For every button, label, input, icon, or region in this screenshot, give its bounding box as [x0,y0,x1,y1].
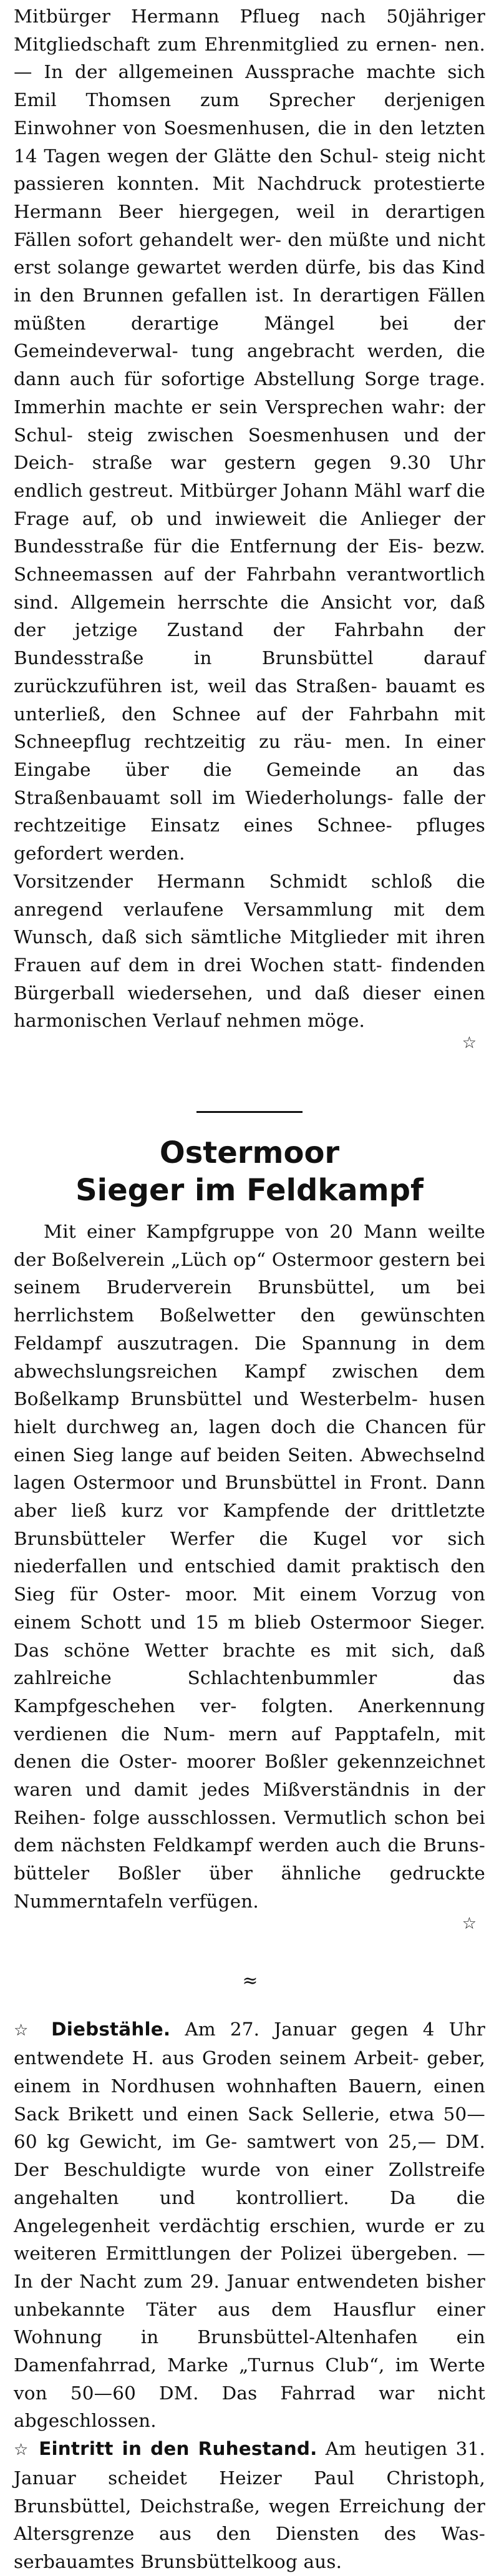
text-line: verantwortlich sind. Allgemein herrschte die [14,564,485,613]
text-line: Fahrbahn mit Schneepflug rechtzeitig zu räu- [14,703,485,753]
text-line: nen. — In der allgemeinen Aussprache machte [14,33,485,83]
star-marker-icon: ☆ [14,2441,31,2460]
text-line: folgten. Anerkennung verdienen die Num- [14,1695,486,1745]
text-line: sich Emil Thomsen zum Sprecher derjenigen [14,61,486,111]
text-line: husen hielt durchweg an, lagen doch die [14,1388,486,1437]
text-line: das Straßenbauamt soll im Wiederholungs- [14,758,485,808]
text-line: Täter aus dem Hausflur einer Wohnung in [14,2298,485,2348]
text-line: Chancen für einen Sieg lange auf beiden [14,1416,485,1466]
text-line: Ansicht vor, daß der jetzige Zustand der [14,591,485,641]
text-line: Mitbürger Hermann Pflueg nach 50jähriger [14,6,485,27]
text-line: machte er sein Versprechen wahr: der Schul- [14,396,486,446]
text-line: Am 27. Januar gegen 4 Uhr [185,2018,486,2040]
text-line: Feldampf auszutragen. Die Spannung in dem [14,1332,485,1354]
section-separator-wave: ≈ [242,1969,257,1992]
text-line: Einwohner von Soesmenhusen, die in den [14,117,414,139]
signature-star: ☆ [462,1914,477,1933]
text-line: dieser einen harmonischen Verlauf nehmen [14,982,486,1032]
text-line: Wetter brachte es mit sich, daß zahlreiche [14,1639,485,1689]
meeting-paragraph [14,2,485,868]
text-line: DM. Das Fahrrad war nicht abgeschlossen. [14,2382,485,2432]
text-line: Mitgliedschaft zum Ehrenmitglied zu ernen- [14,33,437,55]
text-line: ihren Frauen auf dem in drei Wochen statt- [14,926,485,976]
article-divider-rule [196,1111,303,1113]
text-line: Brunsbüttel in Front. Dann aber ließ kurz [14,1472,485,1522]
text-line: pfluges gefordert werden. [14,815,485,864]
text-line: derartige Mängel bei der Gemeindeverwal- [14,312,486,362]
text-line: protestierte Hermann Beer hiergegen, weil [14,173,485,222]
text-line: Frage auf, ob und inwieweit die Anlieger [14,507,441,529]
text-line: damit jedes Mißverständnis in der Reihen- [14,1779,486,1828]
headline-line-1: Ostermoor [159,1135,340,1171]
retirement-title: Eintritt in den Ruhestand. [39,2438,317,2460]
theft-paragraph [14,2015,485,2436]
text-line: und 15 m blieb Ostermoor Sieger. Das schöne [14,1611,485,1661]
star-marker-icon: ☆ [14,2020,37,2040]
feldkampf-paragraph [14,1218,485,1916]
text-line: Boßelkamp Brunsbüttel und Westerbelm- [14,1388,419,1410]
text-line: in derartigen Fällen sofort gehandelt wer- [14,200,485,250]
meeting-closing-paragraph [14,868,485,1035]
text-line: 29. Januar entwendeten bisher unbekannte [14,2270,485,2320]
text-line: Bauern, einen Sack Brikett und einen Sack [14,2075,485,2125]
headline [14,1134,485,1209]
text-line: gestreut. Mitbürger Johann Mähl warf die [89,479,485,501]
theft-body [14,2019,485,2432]
text-line: Nummerntafeln verfügen. [14,1890,259,1912]
text-line: nächsten Feldkampf werden auch die Bruns- [61,1834,485,1856]
text-line: Brunsbüttel, Deichstraße, wegen Erreichung [14,2495,445,2517]
text-line: men. In einer Eingabe über die Gemeinde an [14,731,486,780]
headline-line-2: Sieger im Feldkampf [75,1173,424,1208]
text-line: kontrolliert. Da die Angelegenheit verdächtig [14,2187,485,2236]
text-line: bei seinem Bruderverein Brunsbüttel, um bei [14,1248,485,1298]
text-line: findenden Bürgerball wiedersehen, und daß [14,954,486,1004]
article-meeting [14,2,485,1056]
text-line: tung angebracht werden, die dann auch für [14,340,485,390]
text-line: entschied damit praktisch den Sieg für Oster- [14,1555,486,1605]
text-line: vor Kampfende der drittletzte Brunsbütteler [14,1500,485,1549]
text-line: letzten 14 Tagen wegen der Glätte den Schul- [14,117,485,167]
text-line: herrlichstem Boßelwetter den gewünschten [14,1305,485,1326]
article-theft [14,2015,485,2436]
text-line: anregend verlaufene Versammlung mit dem [14,898,485,920]
text-line: der Altersgrenze aus den Diensten des Was- [14,2495,485,2545]
text-line: Fahrbahn der Bundesstraße in Brunsbüttel [14,619,486,669]
text-line: geber, einem in Nordhusen wohnhaften [14,2047,486,2097]
text-line: den müßte und nicht erst solange gewartet [14,228,485,278]
text-line: Seiten. Abwechselnd lagen Ostermoor und [14,1444,485,1494]
text-line: erschien, wurde er zu weiteren Ermittlungen [14,2215,486,2265]
text-line: abwechslungsreichen Kampf zwischen dem [14,1360,485,1382]
text-line: bauamt es unterließ, den Schnee auf der [14,675,485,725]
text-line: steig zwischen Soesmenhusen und der Deich- [14,424,485,474]
text-line: wurde von einer Zollstreife angehalten und [14,2159,486,2208]
text-line: Brunsbüttel-Altenhafen ein Damenfahrrad, [14,2326,485,2376]
text-line: der Bundesstraße für die Entfernung der [14,507,485,557]
text-line: 31. Januar scheidet Heizer Paul Christoph, [14,2438,485,2489]
text-line: Marke „Turnus Club“, im Werte von 50—60 [14,2354,485,2404]
text-line: bütteler Boßler über ähnliche gedruckte [14,1863,485,1884]
text-line: steig nicht passieren konnten. Mit Nachdruck [14,145,485,195]
text-line: gefallen ist. In derartigen Fällen müßten [14,285,485,334]
text-line: entwendete H. aus Groden seinem Arbeit- [14,2047,419,2069]
retirement-paragraph [14,2435,485,2576]
text-line: möge. [307,1010,366,1032]
text-line: folge ausschlossen. Vermutlich schon bei dem [14,1806,486,1856]
theft-title: Diebstähle. [51,2018,171,2040]
text-line: straße war gestern gegen 9.30 Uhr endlich [14,452,485,501]
text-line: werden dürfe, bis das Kind in den Brunnen [14,257,486,306]
text-line: Am heutigen [325,2438,448,2460]
text-line: serbauamtes Brunsbüttelkoog aus. [14,2550,342,2572]
text-line: Sellerie, etwa 50—60 kg Gewicht, im Ge- [14,2103,485,2153]
text-line: Schlachtenbummler das Kampfgeschehen ver- [14,1667,485,1717]
text-line: Werfer die Kugel vor sich niederfallen und [14,1527,485,1577]
text-line: darauf zurückzuführen ist, weil das Straßen- [14,647,485,697]
text-line: moor. Mit einem Vorzug von einem Schott [14,1584,485,1633]
text-line: mern auf Papptafeln, mit denen die Oster- [14,1723,485,1773]
text-line: Eis- bezw. Schneemassen auf der Fahrbahn [14,536,485,585]
text-line: Wunsch, daß sich sämtliche Mitglieder mit [14,926,428,948]
text-line: Mit einer Kampfgruppe von 20 Mann weilte [44,1221,485,1243]
article-feldkampf [14,1134,485,1937]
text-line: moorer Boßler gekennzeichnet waren und [14,1751,485,1801]
text-line: samtwert von 25,— DM. Der Beschuldigte [14,2131,485,2181]
text-line: falle der rechtzeitige Einsatz eines Schnee- [14,786,486,836]
text-line: sofortige Abstellung Sorge trage. Immerhin [14,368,485,418]
text-line: der Boßelverein „Lüch op“ Ostermoor gestern [14,1248,450,1270]
article-retirement [14,2435,485,2576]
signature-star: ☆ [462,1034,477,1053]
text-line: Vorsitzender Hermann Schmidt schloß die [14,870,485,892]
text-line: der Polizei übergeben. — In der Nacht zum [14,2243,485,2292]
